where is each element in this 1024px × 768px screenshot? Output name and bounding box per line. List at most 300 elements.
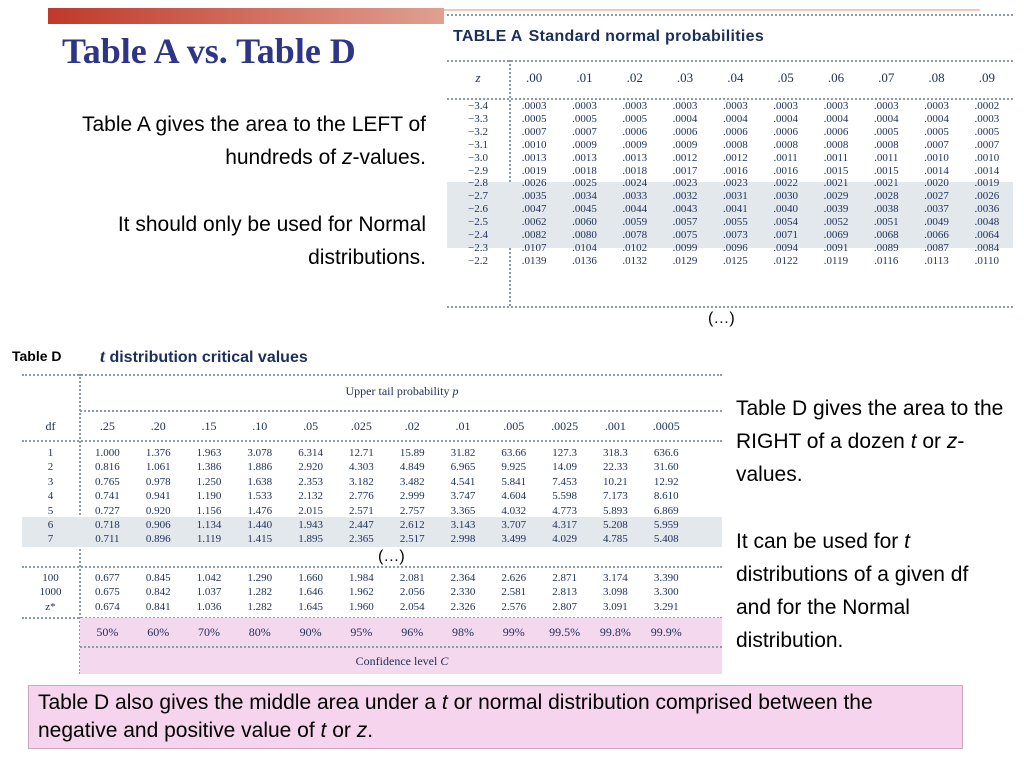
- probability-cell: .0132: [622, 254, 648, 267]
- probability-cell: .0104: [572, 241, 597, 254]
- probability-cell: .0009: [572, 138, 597, 151]
- probability-cell: .0020: [924, 177, 949, 190]
- probability-cell: .0041: [722, 203, 748, 216]
- z-values-column: [447, 100, 509, 268]
- note-var: z: [356, 719, 368, 742]
- critical-value-cell: 0.711: [95, 533, 120, 546]
- critical-value-column-bottom: [387, 571, 438, 614]
- confidence-level-1: 50%: [96, 625, 119, 639]
- critical-value-column: [488, 446, 539, 547]
- probability-cell: .0005: [521, 112, 547, 125]
- table-d-top-rule: [22, 374, 722, 376]
- critical-value-column-bottom: [641, 571, 692, 614]
- probability-column: [610, 100, 660, 268]
- p-header-01: .01: [455, 419, 471, 433]
- table-d-header-rule: [22, 440, 722, 442]
- probability-cell: .0011: [823, 151, 849, 164]
- probability-cell: .0136: [572, 254, 597, 267]
- table-d-description: [736, 392, 1006, 691]
- critical-value-cell: 6.965: [450, 461, 476, 474]
- probability-cell: .0015: [873, 164, 899, 177]
- confidence-level-9: 99%: [502, 625, 525, 639]
- z-value: −2.8: [468, 177, 488, 190]
- critical-value-cell: 1.190: [196, 490, 222, 503]
- critical-value-cell: 2.757: [399, 504, 425, 517]
- critical-value-cell: 1.646: [298, 586, 323, 599]
- probability-cell: .0099: [672, 241, 698, 254]
- confidence-level-6: 95%: [350, 625, 373, 639]
- critical-value-cell: 1.036: [196, 600, 222, 613]
- probability-cell: .0011: [874, 151, 899, 164]
- table-d-title-var: t: [100, 346, 106, 366]
- desc-var: t: [904, 530, 910, 553]
- probability-cell: .0004: [773, 112, 799, 125]
- critical-value-cell: 2.447: [349, 519, 374, 532]
- probability-cell: .0021: [873, 177, 899, 190]
- critical-value-cell: 1.156: [196, 504, 222, 517]
- critical-value-column-bottom: [133, 571, 184, 614]
- df-value: 1: [47, 447, 54, 459]
- p-header-05: .05: [303, 419, 319, 433]
- critical-value-cell: 3.499: [501, 533, 527, 546]
- critical-value-cell: 1.376: [145, 447, 171, 459]
- probability-cell: .0082: [521, 229, 547, 242]
- critical-value-cell: 2.054: [399, 600, 425, 613]
- probability-cell: .0002: [974, 100, 1000, 112]
- critical-value-cell: 14.09: [552, 461, 577, 474]
- table-d-title-text: distribution critical values: [105, 349, 308, 366]
- critical-value-cell: 31.82: [450, 447, 476, 459]
- df-value: 1000: [39, 586, 62, 599]
- df-column-header: df: [45, 419, 56, 433]
- probability-cell: .0007: [974, 138, 1000, 151]
- critical-value-cell: 1.415: [247, 533, 273, 546]
- confidence-level-2: 60%: [147, 625, 170, 639]
- critical-value-column: [184, 446, 235, 547]
- probability-cell: .0075: [672, 229, 698, 242]
- table-a-description: [60, 108, 426, 308]
- df-column-bottom: [22, 571, 79, 614]
- probability-cell: .0066: [924, 229, 949, 242]
- probability-cell: .0037: [924, 203, 949, 216]
- probability-cell: .0014: [924, 164, 949, 177]
- critical-value-cell: 2.813: [552, 586, 577, 599]
- probability-cell: .0013: [521, 151, 547, 164]
- table-d: [22, 374, 722, 680]
- probability-column: [861, 100, 911, 268]
- critical-value-column: [285, 446, 336, 547]
- accent-line: [444, 9, 980, 11]
- title-accent-bar: [48, 8, 444, 24]
- p-header-15: .15: [201, 419, 217, 433]
- critical-value-column-bottom: [82, 571, 133, 614]
- probability-cell: .0059: [622, 216, 648, 229]
- probability-column: [911, 100, 961, 268]
- probability-cell: .0006: [672, 125, 698, 138]
- critical-value-cell: 5.408: [653, 533, 679, 546]
- critical-value-cell: 2.920: [298, 461, 323, 474]
- critical-value-cell: 0.842: [145, 586, 171, 599]
- table-d-title: [100, 346, 308, 367]
- probability-cell: .0110: [974, 254, 999, 267]
- probability-cell: .0122: [773, 254, 799, 267]
- critical-value-cell: 3.365: [450, 504, 476, 517]
- column-header-08: .08: [928, 70, 945, 85]
- probability-cell: .0022: [773, 177, 799, 190]
- critical-value-cell: 1.645: [298, 600, 323, 613]
- probability-cell: .0094: [773, 241, 799, 254]
- probability-cell: .0010: [924, 151, 949, 164]
- critical-value-cell: 5.841: [501, 475, 527, 488]
- critical-value-cell: 1.960: [349, 600, 374, 613]
- probability-cell: .0003: [672, 100, 698, 112]
- confidence-text: Confidence level: [355, 654, 441, 668]
- table-a-title: [453, 28, 764, 46]
- probability-cell: .0023: [722, 177, 748, 190]
- critical-value-cell: 1.282: [247, 586, 273, 599]
- probability-cell: .0139: [521, 254, 547, 267]
- critical-value-cell: 4.604: [501, 490, 527, 503]
- df-value: 100: [42, 572, 59, 584]
- critical-value-cell: 3.078: [247, 447, 273, 459]
- critical-value-cell: 0.978: [145, 475, 171, 488]
- critical-value-cell: 7.453: [552, 475, 577, 488]
- probability-cell: .0102: [622, 241, 648, 254]
- confidence-level-label: [82, 654, 722, 669]
- table-d-desc-p1: [736, 392, 1006, 491]
- critical-value-cell: 1.984: [349, 572, 374, 584]
- probability-cell: .0016: [722, 164, 748, 177]
- z-value: −2.7: [468, 190, 488, 203]
- critical-value-cell: 1.533: [247, 490, 273, 503]
- probability-cell: .0064: [974, 229, 1000, 242]
- probability-cell: .0009: [622, 138, 648, 151]
- critical-value-cell: 2.132: [298, 490, 323, 503]
- z-value: −2.4: [468, 229, 488, 242]
- critical-value-column: [234, 446, 285, 547]
- probability-cell: .0045: [572, 203, 597, 216]
- probability-cell: .0040: [773, 203, 799, 216]
- probability-cell: .0028: [873, 190, 899, 203]
- probability-cell: .0007: [572, 125, 597, 138]
- critical-value-cell: 2.581: [501, 586, 527, 599]
- middle-area-note: [28, 685, 963, 749]
- critical-value-column: [82, 446, 133, 547]
- probability-cell: .0116: [874, 254, 899, 267]
- df-value: 5: [47, 504, 54, 517]
- critical-value-cell: 2.871: [552, 572, 577, 584]
- note-text: or normal distribution comprised between the negative and positive value of: [38, 691, 873, 742]
- critical-value-cell: 3.091: [603, 600, 628, 613]
- critical-value-cell: 0.906: [145, 519, 171, 532]
- critical-value-cell: 3.182: [349, 475, 374, 488]
- probability-cell: .0007: [924, 138, 949, 151]
- note-text: or: [326, 719, 357, 742]
- probability-cell: .0080: [572, 229, 597, 242]
- probability-cell: .0015: [823, 164, 849, 177]
- column-header-01: .01: [576, 70, 593, 85]
- critical-value-column: [539, 446, 590, 547]
- critical-value-cell: 0.896: [145, 533, 171, 546]
- table-d-ellipsis: (…): [378, 548, 405, 565]
- critical-value-cell: 2.776: [349, 490, 374, 503]
- probability-cell: .0006: [622, 125, 648, 138]
- z-value: −3.3: [468, 112, 488, 125]
- critical-value-cell: 5.208: [603, 519, 628, 532]
- p-header-25: .25: [99, 419, 115, 433]
- probability-cell: .0096: [722, 241, 748, 254]
- probability-cell: .0060: [572, 216, 597, 229]
- critical-value-column: [641, 446, 692, 547]
- note-var: t: [441, 691, 448, 714]
- p-header-005: .005: [503, 419, 525, 433]
- confidence-level-7: 96%: [401, 625, 424, 639]
- desc-text: -values.: [736, 430, 965, 486]
- probability-cell: .0003: [572, 100, 597, 112]
- probability-cell: .0013: [572, 151, 597, 164]
- probability-cell: .0036: [974, 203, 1000, 216]
- probability-column: [509, 100, 559, 268]
- critical-value-cell: 5.959: [653, 519, 679, 532]
- critical-value-cell: 0.675: [95, 586, 120, 599]
- critical-value-cell: 1.119: [196, 533, 222, 546]
- critical-value-cell: 1.638: [247, 475, 273, 488]
- critical-value-column-bottom: [539, 571, 590, 614]
- probability-cell: .0038: [873, 203, 899, 216]
- probability-cell: .0007: [521, 125, 547, 138]
- critical-value-cell: 4.303: [349, 461, 374, 474]
- critical-value-cell: 1.061: [145, 461, 171, 474]
- critical-value-cell: 9.925: [501, 461, 527, 474]
- probability-cell: .0008: [773, 138, 799, 151]
- critical-value-cell: 1.962: [349, 586, 374, 599]
- z-value: −3.1: [468, 138, 488, 151]
- probability-cell: .0014: [974, 164, 1000, 177]
- critical-value-cell: 8.610: [653, 490, 679, 503]
- probability-cell: .0084: [974, 241, 1000, 254]
- p-header-0005: .0005: [652, 419, 680, 433]
- p-header-001: .001: [604, 419, 626, 433]
- confidence-level-8: 98%: [451, 625, 474, 639]
- probability-cell: .0008: [823, 138, 849, 151]
- critical-value-cell: 4.773: [552, 504, 577, 517]
- table-d-gap-rule: [22, 566, 722, 568]
- probability-cell: .0006: [722, 125, 748, 138]
- critical-value-cell: 15.89: [399, 447, 425, 459]
- desc-var: z: [946, 430, 958, 453]
- probability-cell: .0048: [974, 216, 1000, 229]
- upper-tail-label: [82, 384, 722, 399]
- probability-cell: .0004: [672, 112, 698, 125]
- confidence-var: C: [440, 654, 449, 668]
- critical-value-column: [438, 446, 489, 547]
- critical-value-cell: 318.3: [603, 447, 628, 459]
- df-value: 6: [47, 519, 54, 532]
- critical-value-cell: 12.71: [349, 447, 374, 459]
- probability-cell: .0039: [823, 203, 849, 216]
- desc-var: t: [910, 430, 917, 453]
- probability-cell: .0003: [622, 100, 648, 112]
- column-header-06: .06: [827, 70, 845, 85]
- column-header-07: .07: [878, 70, 895, 85]
- df-value: 3: [47, 475, 54, 488]
- critical-value-cell: 4.541: [450, 475, 476, 488]
- probability-cell: .0005: [873, 125, 899, 138]
- table-a-desc-p1: [60, 108, 426, 174]
- critical-value-cell: 3.482: [399, 475, 425, 488]
- desc-text: Table D gives the area to the RIGHT of a dozen: [736, 397, 1004, 453]
- table-a-subtitle: Standard normal probabilities: [528, 28, 765, 45]
- critical-value-cell: 1.440: [247, 519, 273, 532]
- probability-cell: .0054: [773, 216, 799, 229]
- probability-cell: .0018: [622, 164, 648, 177]
- z-column-header: z: [475, 70, 481, 85]
- critical-value-cell: 2.353: [298, 475, 323, 488]
- critical-value-cell: 7.173: [603, 490, 628, 503]
- critical-value-cell: 3.291: [653, 600, 679, 613]
- table-a-header-rule: [447, 60, 1013, 62]
- df-value: z*: [45, 600, 56, 613]
- confidence-level-3: 70%: [197, 625, 220, 639]
- critical-value-cell: 127.3: [552, 447, 577, 459]
- column-header-02: .02: [626, 70, 643, 85]
- probability-cell: .0078: [622, 229, 648, 242]
- probability-cell: .0091: [823, 241, 849, 254]
- critical-value-cell: 6.314: [298, 447, 323, 459]
- probability-cell: .0003: [722, 100, 748, 112]
- note-var: t: [320, 719, 327, 742]
- critical-value-cell: 4.785: [603, 533, 628, 546]
- z-value: −2.2: [468, 254, 488, 267]
- critical-value-column-bottom: [488, 571, 539, 614]
- probability-cell: .0012: [672, 151, 698, 164]
- upper-tail-text: Upper tail probability: [345, 384, 453, 398]
- z-value: −3.2: [468, 125, 488, 138]
- critical-value-column-bottom: [184, 571, 235, 614]
- probability-cell: .0062: [521, 216, 547, 229]
- critical-value-cell: 0.718: [95, 519, 120, 532]
- confidence-level-4: 80%: [248, 625, 271, 639]
- note-text: .: [367, 719, 374, 742]
- critical-value-cell: 0.727: [95, 504, 120, 517]
- probability-cell: .0003: [974, 112, 1000, 125]
- critical-value-column: [590, 446, 641, 547]
- probability-cell: .0003: [924, 100, 949, 112]
- probability-cell: .0010: [974, 151, 1000, 164]
- critical-value-cell: 4.032: [501, 504, 527, 517]
- critical-value-cell: 2.998: [450, 533, 476, 546]
- critical-value-cell: 1.037: [196, 586, 222, 599]
- critical-value-cell: 63.66: [501, 447, 527, 459]
- probability-cell: .0071: [773, 229, 799, 242]
- critical-value-cell: 2.612: [399, 519, 425, 532]
- critical-value-cell: 636.6: [653, 447, 679, 459]
- critical-value-cell: 1.943: [298, 519, 323, 532]
- critical-value-cell: 1.476: [247, 504, 273, 517]
- probability-cell: .0044: [622, 203, 648, 216]
- desc-text: -values.: [352, 146, 426, 169]
- probability-cell: .0008: [873, 138, 899, 151]
- column-header-09: .09: [978, 70, 995, 85]
- z-value: −2.9: [468, 164, 488, 177]
- probability-cell: .0004: [823, 112, 849, 125]
- critical-value-cell: 3.143: [450, 519, 476, 532]
- critical-value-column: [133, 446, 184, 547]
- probability-cell: .0018: [572, 164, 597, 177]
- table-d-desc-p2: [736, 525, 1006, 657]
- table-a: [447, 14, 1013, 308]
- probability-cell: .0005: [572, 112, 597, 125]
- probability-cell: .0012: [722, 151, 748, 164]
- z-value: −3.0: [468, 151, 488, 164]
- probability-cell: .0019: [521, 164, 547, 177]
- critical-value-cell: 3.390: [653, 572, 679, 584]
- probability-cell: .0027: [924, 190, 949, 203]
- probability-column: [811, 100, 861, 268]
- probability-cell: .0129: [672, 254, 698, 267]
- probability-column: [559, 100, 609, 268]
- probability-cell: .0021: [823, 177, 849, 190]
- critical-value-cell: 0.765: [95, 475, 120, 488]
- probability-cell: .0051: [873, 216, 899, 229]
- table-a-top-rule: [447, 14, 1013, 16]
- probability-cell: .0003: [773, 100, 799, 112]
- probability-cell: .0034: [572, 190, 597, 203]
- critical-value-cell: 0.845: [145, 572, 171, 584]
- critical-value-cell: 1.963: [196, 447, 222, 459]
- column-header-05: .05: [777, 70, 794, 85]
- desc-text: It can be used for: [736, 530, 905, 553]
- critical-value-column-bottom: [438, 571, 489, 614]
- probability-cell: .0019: [974, 177, 1000, 190]
- df-value: 4: [47, 490, 54, 503]
- p-header-0025: .0025: [551, 419, 579, 433]
- probability-cell: .0003: [873, 100, 899, 112]
- probability-cell: .0047: [521, 203, 547, 216]
- critical-value-cell: 2.015: [298, 504, 323, 517]
- note-text: Table D also gives the middle area under a: [38, 691, 442, 714]
- critical-value-cell: 0.841: [145, 600, 171, 613]
- critical-value-cell: 3.300: [653, 586, 679, 599]
- df-value: 2: [47, 461, 54, 474]
- critical-value-cell: 1.282: [247, 600, 273, 613]
- desc-var: z: [341, 146, 353, 169]
- critical-value-cell: 2.364: [450, 572, 476, 584]
- confidence-rule: [80, 646, 722, 648]
- critical-value-cell: 2.056: [399, 586, 425, 599]
- critical-value-cell: 6.869: [653, 504, 679, 517]
- probability-cell: .0119: [823, 254, 849, 267]
- probability-column: [761, 100, 811, 268]
- probability-cell: .0055: [722, 216, 748, 229]
- probability-cell: .0005: [622, 112, 648, 125]
- probability-cell: .0113: [924, 254, 949, 267]
- p-header-025: .025: [350, 419, 372, 433]
- critical-value-cell: 2.330: [450, 586, 476, 599]
- confidence-level-11: 99.8%: [599, 625, 631, 639]
- probability-cell: .0043: [672, 203, 698, 216]
- probability-cell: .0004: [873, 112, 899, 125]
- column-header-04: .04: [727, 70, 744, 85]
- desc-text: or: [916, 430, 947, 453]
- probability-column: [710, 100, 760, 268]
- probability-cell: .0107: [521, 241, 547, 254]
- table-d-upper-rule: [80, 410, 722, 412]
- column-header-03: .03: [676, 70, 694, 85]
- critical-value-cell: 2.571: [349, 504, 374, 517]
- probability-cell: .0010: [521, 138, 547, 151]
- probability-cell: .0008: [722, 138, 748, 151]
